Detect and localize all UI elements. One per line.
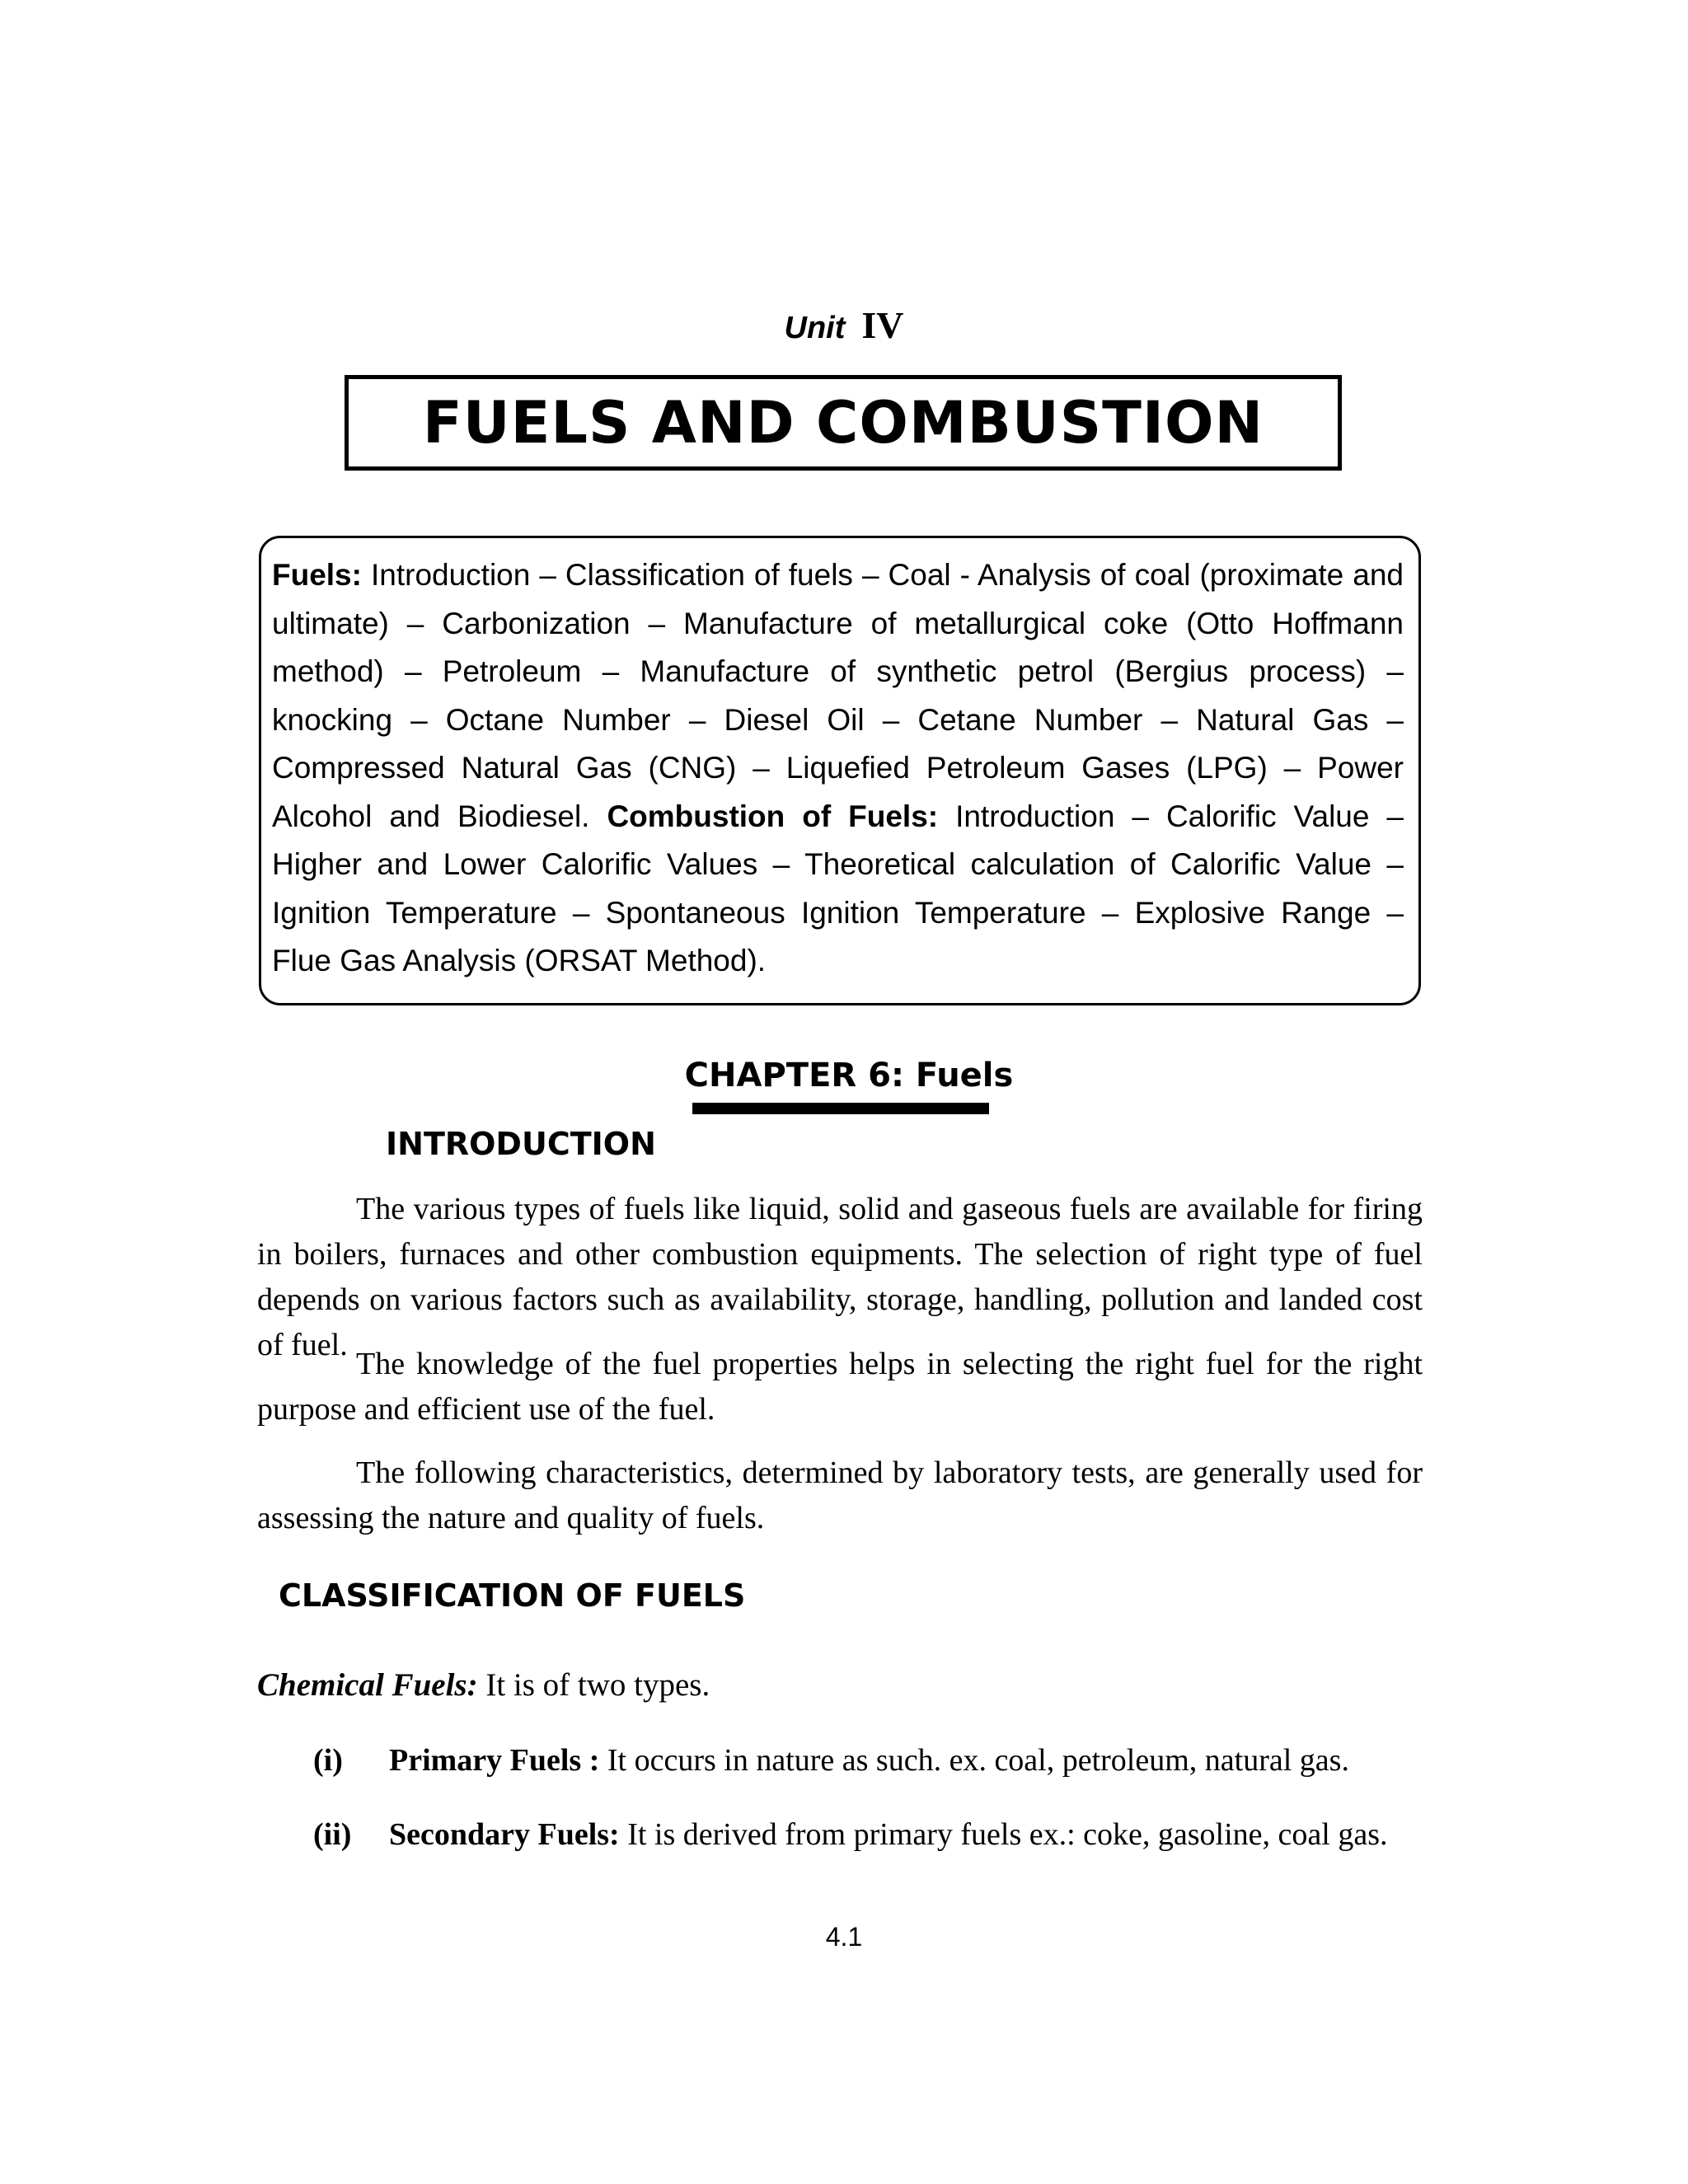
page-number: 4.1	[825, 1922, 863, 1952]
intro-paragraph-3: The following characteristics, determined by laboratory tests, are generally used for assessing the nature and quality of fuels.	[257, 1455, 1423, 1535]
syllabus-combustion-label: Combustion of Fuels:	[607, 799, 939, 833]
chemical-fuels-label: Chemical Fuels:	[257, 1667, 478, 1703]
intro-paragraph-1: The various types of fuels like liquid, solid and gaseous fuels are available for firing in boilers, furnaces and other combustion equipments. The selection of right type of fuel depends on various factors such as availability, storage, handling, pollution and landed cost of fuel.	[257, 1192, 1423, 1362]
unit-word: Unit	[784, 311, 846, 345]
list-item	[313, 1742, 1349, 1779]
unit-label	[0, 303, 1688, 347]
intro-paragraph-2: The knowledge of the fuel properties helps in selecting the right fuel for the right purpose and efficient use of the fuel.	[257, 1347, 1423, 1427]
classification-heading: CLASSIFICATION OF FUELS	[279, 1577, 746, 1614]
syllabus-text	[272, 551, 1404, 986]
syllabus-combustion-text: Introduction – Calorific Value – Higher and Lower Calorific Values – Theoretical calculation of Calorific Value – Ignition Temperature – Spontaneous Ignition Temperature – Explosive Range – Flue Gas Analysis (ORSAT Method).	[272, 799, 1404, 977]
list-item-text: It occurs in nature as such. ex. coal, petroleum, natural gas.	[599, 1743, 1349, 1778]
chemical-fuels-line	[257, 1666, 710, 1704]
list-item-text: It is derived from primary fuels ex.: coke, gasoline, coal gas.	[619, 1817, 1388, 1852]
list-item-marker: (i)	[313, 1743, 343, 1778]
syllabus-box	[259, 536, 1421, 1005]
syllabus-fuels-label: Fuels:	[272, 558, 362, 592]
introduction-heading: INTRODUCTION	[386, 1126, 656, 1162]
page-title: FUELS AND COMBUSTION	[422, 389, 1264, 457]
chapter-underline-bar	[692, 1103, 989, 1114]
list-item-marker: (ii)	[313, 1817, 352, 1852]
chemical-fuels-text: It is of two types.	[477, 1667, 710, 1703]
title-box	[345, 375, 1342, 471]
chapter-heading: CHAPTER 6: Fuels	[684, 1057, 1014, 1094]
unit-number: IV	[861, 304, 904, 346]
list-item-term: Secondary Fuels:	[389, 1817, 620, 1852]
list-item-term: Primary Fuels :	[389, 1743, 600, 1778]
list-item	[313, 1816, 1387, 1853]
syllabus-fuels-text: Introduction – Classification of fuels – Coal - Analysis of coal (proximate and ultimate) – Carbonization – Manufacture of metallurgical coke (Otto Hoffmann method) – Petroleum – Manufacture of synthetic petrol (Bergius process) – knocking – Octane Number – Diesel Oil – Cetane Number – Natural Gas – Compressed Natural Gas (CNG) – Liquefied Petroleum Gases (LPG) – Power Alcohol and Biodiesel.	[272, 558, 1404, 833]
